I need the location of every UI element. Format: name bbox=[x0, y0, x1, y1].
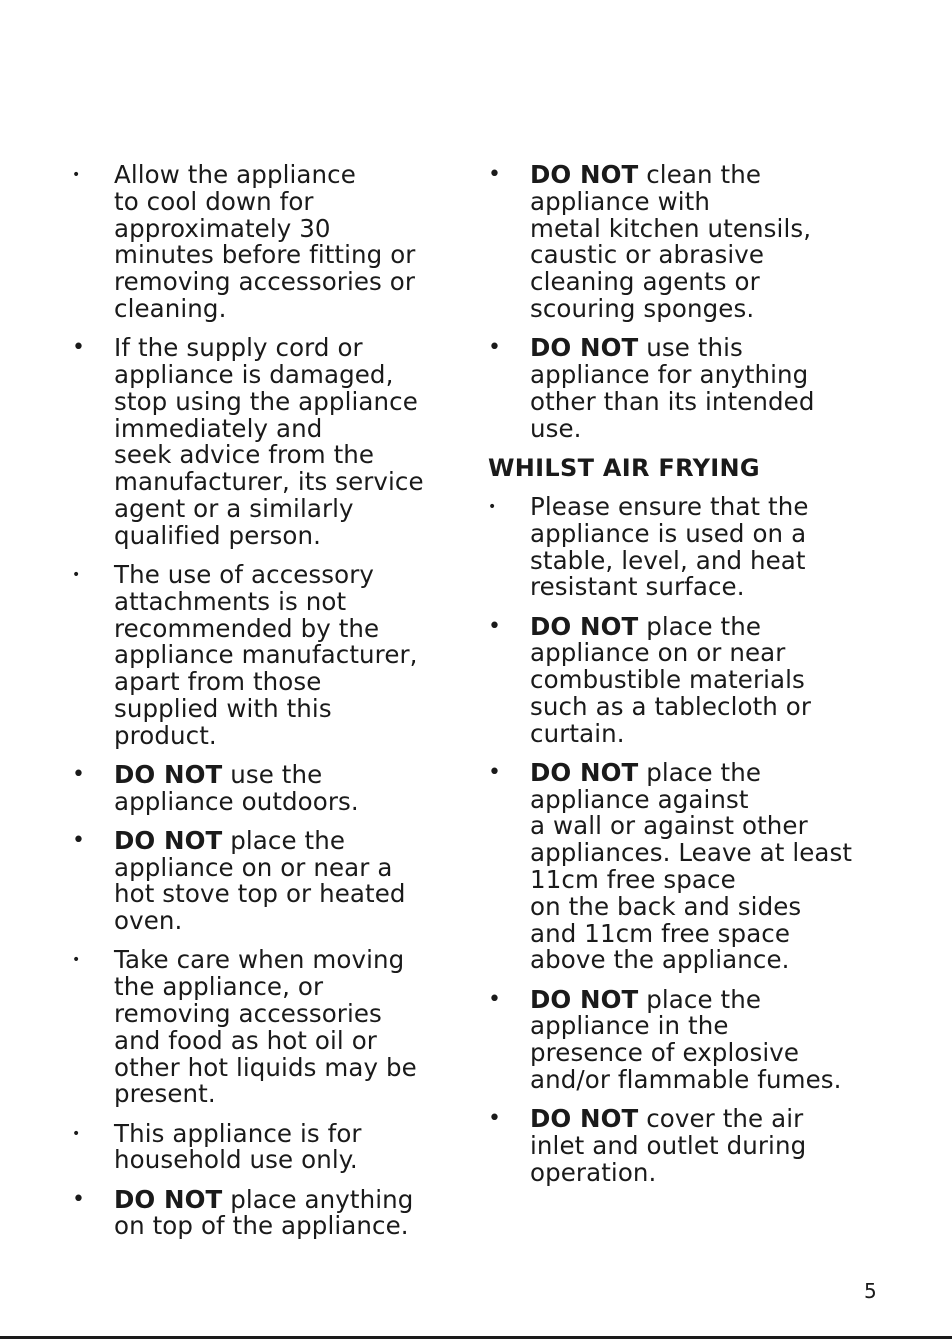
do-not-emphasis: DO NOT bbox=[530, 160, 639, 189]
text-line bbox=[530, 491, 888, 521]
text-segment: removing accessories bbox=[114, 999, 382, 1029]
text-segment: on the back and sides bbox=[530, 891, 802, 921]
list-item bbox=[72, 947, 462, 1108]
text-segment: oven. bbox=[114, 906, 183, 936]
text-segment: Allow the appliance bbox=[114, 160, 356, 189]
text-segment: 11cm free space bbox=[530, 865, 736, 895]
text-line bbox=[114, 1081, 462, 1108]
text-segment: and food as hot oil or bbox=[114, 1025, 377, 1055]
bullet-icon: • bbox=[72, 335, 86, 361]
text-line bbox=[530, 691, 888, 721]
text-line bbox=[530, 186, 888, 216]
text-line bbox=[530, 1133, 888, 1160]
text-segment: removing accessories or bbox=[114, 267, 416, 297]
text-line bbox=[114, 386, 462, 416]
text-segment: cover the air bbox=[638, 1104, 804, 1134]
text-segment: Please ensure that the bbox=[530, 491, 809, 521]
text-segment: If the supply cord or bbox=[114, 333, 363, 363]
text-line bbox=[530, 413, 888, 443]
bullet-icon: • bbox=[72, 1186, 86, 1212]
text-line bbox=[530, 293, 888, 323]
text-segment: place the bbox=[638, 611, 762, 641]
text-line bbox=[114, 786, 462, 816]
text-line bbox=[114, 669, 462, 696]
list-item bbox=[488, 162, 888, 323]
list-item bbox=[72, 335, 462, 549]
text-segment: scouring sponges. bbox=[530, 293, 755, 323]
text-line bbox=[114, 1147, 462, 1174]
text-line bbox=[114, 613, 462, 643]
list-item bbox=[72, 559, 462, 750]
text-segment: hot stove top or heated bbox=[114, 879, 406, 909]
text-segment: presence of explosive bbox=[530, 1038, 799, 1068]
text-line bbox=[530, 162, 888, 189]
list-item bbox=[72, 1184, 462, 1241]
text-segment: appliance is damaged, bbox=[114, 359, 394, 389]
text-segment: such as a tablecloth or bbox=[530, 691, 812, 721]
text-line bbox=[530, 213, 888, 243]
bullet-icon: • bbox=[72, 566, 81, 583]
text-line bbox=[530, 359, 888, 389]
text-line bbox=[114, 586, 462, 616]
list-item bbox=[488, 335, 888, 442]
text-line bbox=[530, 918, 888, 948]
list-item bbox=[488, 1106, 888, 1186]
text-line bbox=[530, 867, 888, 894]
text-line bbox=[114, 520, 462, 550]
text-segment: and 11cm free space bbox=[530, 918, 791, 948]
text-segment: above the appliance. bbox=[530, 945, 790, 975]
text-segment: appliance is used on a bbox=[530, 518, 807, 548]
text-segment: place the bbox=[638, 757, 762, 787]
text-line bbox=[530, 1157, 888, 1187]
text-segment: appliance for anything bbox=[530, 359, 809, 389]
text-segment: other hot liquids may be bbox=[114, 1052, 417, 1082]
text-line bbox=[114, 852, 462, 882]
text-segment: seek advice from the bbox=[114, 440, 375, 470]
do-not-emphasis: DO NOT bbox=[114, 1184, 223, 1214]
do-not-emphasis: DO NOT bbox=[530, 757, 639, 787]
text-segment: clean the bbox=[638, 160, 762, 189]
bullet-icon: • bbox=[72, 761, 86, 787]
text-segment: the appliance, or bbox=[114, 972, 324, 1002]
text-line bbox=[114, 642, 462, 669]
text-segment: appliance against bbox=[530, 784, 749, 814]
text-line bbox=[114, 413, 462, 443]
text-segment: product. bbox=[114, 720, 217, 750]
text-line bbox=[530, 947, 888, 974]
text-segment: apart from those bbox=[114, 667, 322, 697]
bullet-icon: • bbox=[488, 1106, 502, 1132]
list-item bbox=[488, 491, 888, 602]
text-segment: to cool down for bbox=[114, 186, 314, 216]
text-segment: curtain. bbox=[530, 718, 625, 748]
text-line bbox=[114, 720, 462, 750]
text-line bbox=[530, 1067, 888, 1094]
list-item bbox=[72, 759, 462, 816]
text-segment: appliance manufacturer, bbox=[114, 640, 418, 670]
list-item bbox=[488, 984, 888, 1095]
text-segment: appliance with bbox=[530, 186, 710, 216]
text-line bbox=[530, 611, 888, 641]
bullet-icon: • bbox=[488, 759, 502, 785]
text-segment: resistant surface. bbox=[530, 572, 745, 602]
text-segment: appliance in the bbox=[530, 1011, 729, 1041]
text-line bbox=[114, 693, 462, 723]
text-segment: Take care when moving bbox=[114, 945, 405, 975]
bullet-icon: • bbox=[72, 952, 81, 969]
text-line bbox=[114, 293, 462, 323]
do-not-emphasis: DO NOT bbox=[530, 611, 639, 641]
text-segment: supplied with this bbox=[114, 693, 332, 723]
text-line bbox=[114, 559, 462, 589]
text-line bbox=[114, 269, 462, 296]
text-segment: appliance on or near bbox=[530, 638, 786, 668]
text-segment: place the bbox=[222, 825, 346, 855]
text-segment: use. bbox=[530, 413, 582, 443]
page-number: 5 bbox=[864, 1279, 877, 1303]
list-item bbox=[72, 162, 462, 323]
text-line bbox=[114, 1118, 462, 1148]
text-line bbox=[114, 1213, 462, 1240]
section-heading: WHILST AIR FRYING bbox=[488, 453, 760, 482]
text-segment: use this bbox=[638, 333, 743, 363]
text-line bbox=[530, 1013, 888, 1040]
text-segment: manufacturer, its service bbox=[114, 467, 424, 497]
text-segment: cleaning. bbox=[114, 293, 227, 323]
text-segment: place anything bbox=[222, 1184, 414, 1214]
text-line bbox=[114, 242, 462, 269]
text-line bbox=[114, 442, 462, 469]
do-not-emphasis: DO NOT bbox=[530, 333, 639, 363]
bullet-icon: • bbox=[72, 167, 81, 183]
list-item bbox=[488, 611, 888, 748]
text-line bbox=[114, 1052, 462, 1082]
text-segment: on top of the appliance. bbox=[114, 1211, 409, 1241]
text-line bbox=[530, 891, 888, 921]
text-line bbox=[114, 493, 462, 523]
text-line bbox=[114, 759, 462, 789]
text-line bbox=[114, 335, 462, 362]
text-segment: This appliance is for bbox=[114, 1118, 362, 1148]
text-segment: agent or a similarly bbox=[114, 493, 354, 523]
bullet-icon: • bbox=[488, 498, 497, 515]
text-segment: immediately and bbox=[114, 413, 323, 443]
text-line bbox=[530, 757, 888, 787]
text-line bbox=[530, 984, 888, 1014]
text-line bbox=[530, 242, 888, 269]
text-line bbox=[530, 718, 888, 748]
text-segment: a wall or against other bbox=[530, 811, 808, 841]
text-segment: attachments is not bbox=[114, 586, 347, 616]
list-item bbox=[488, 757, 888, 975]
text-line bbox=[530, 545, 888, 575]
text-line bbox=[114, 213, 462, 243]
bullet-icon: • bbox=[488, 335, 502, 361]
text-segment: qualified person. bbox=[114, 520, 322, 550]
do-not-emphasis: DO NOT bbox=[530, 1104, 639, 1134]
text-line bbox=[114, 186, 462, 216]
do-not-emphasis: DO NOT bbox=[530, 984, 639, 1014]
text-segment: combustible materials bbox=[530, 665, 805, 695]
do-not-emphasis: DO NOT bbox=[114, 825, 223, 855]
text-segment: inlet and outlet during bbox=[530, 1131, 807, 1161]
bullet-icon: • bbox=[488, 613, 502, 639]
list-item bbox=[72, 825, 462, 936]
text-line bbox=[530, 335, 888, 362]
text-segment: The use of accessory bbox=[114, 559, 375, 589]
text-segment: approximately 30 bbox=[114, 213, 331, 243]
text-segment: recommended by the bbox=[114, 613, 380, 643]
text-segment: stable, level, and heat bbox=[530, 545, 806, 575]
text-line bbox=[114, 881, 462, 908]
right-column-top-list bbox=[488, 162, 888, 442]
text-line bbox=[114, 469, 462, 496]
text-segment: present. bbox=[114, 1079, 216, 1109]
right-column-bottom-list bbox=[488, 491, 888, 1187]
text-line bbox=[114, 1025, 462, 1055]
text-line bbox=[114, 825, 462, 855]
right-column bbox=[488, 162, 888, 1199]
text-segment: caustic or abrasive bbox=[530, 240, 764, 270]
bullet-icon: • bbox=[72, 827, 86, 853]
text-segment: stop using the appliance bbox=[114, 386, 418, 416]
do-not-emphasis: DO NOT bbox=[114, 759, 223, 789]
text-line bbox=[530, 667, 888, 694]
text-line bbox=[530, 1040, 888, 1067]
text-segment: other than its intended bbox=[530, 386, 815, 416]
text-line bbox=[530, 386, 888, 416]
text-line bbox=[530, 813, 888, 840]
text-segment: appliance on or near a bbox=[114, 852, 393, 882]
list-item bbox=[72, 1118, 462, 1175]
text-line bbox=[114, 359, 462, 389]
text-segment: appliance outdoors. bbox=[114, 786, 359, 816]
text-segment: place the bbox=[638, 984, 762, 1014]
text-segment: and/or flammable fumes. bbox=[530, 1065, 842, 1095]
text-segment: metal kitchen utensils, bbox=[530, 213, 812, 243]
bullet-icon: • bbox=[488, 986, 502, 1012]
text-line bbox=[114, 1184, 462, 1214]
text-segment: use the bbox=[222, 759, 323, 789]
text-line bbox=[114, 974, 462, 1001]
text-line bbox=[114, 908, 462, 935]
text-segment: appliances. Leave at least bbox=[530, 838, 853, 868]
text-line bbox=[530, 1106, 888, 1133]
text-line bbox=[114, 947, 462, 974]
text-segment: operation. bbox=[530, 1157, 657, 1187]
text-segment: household use only. bbox=[114, 1145, 358, 1175]
bullet-icon: • bbox=[72, 1125, 81, 1142]
text-line bbox=[530, 840, 888, 867]
text-segment: minutes before fitting or bbox=[114, 240, 416, 270]
text-line bbox=[530, 640, 888, 667]
text-line bbox=[530, 518, 888, 548]
text-line bbox=[530, 574, 888, 601]
text-line bbox=[530, 269, 888, 296]
text-line bbox=[114, 1001, 462, 1028]
text-line bbox=[530, 784, 888, 814]
bullet-icon: • bbox=[488, 162, 502, 187]
text-segment: cleaning agents or bbox=[530, 267, 760, 297]
text-line bbox=[114, 162, 462, 189]
left-column bbox=[72, 162, 462, 1253]
